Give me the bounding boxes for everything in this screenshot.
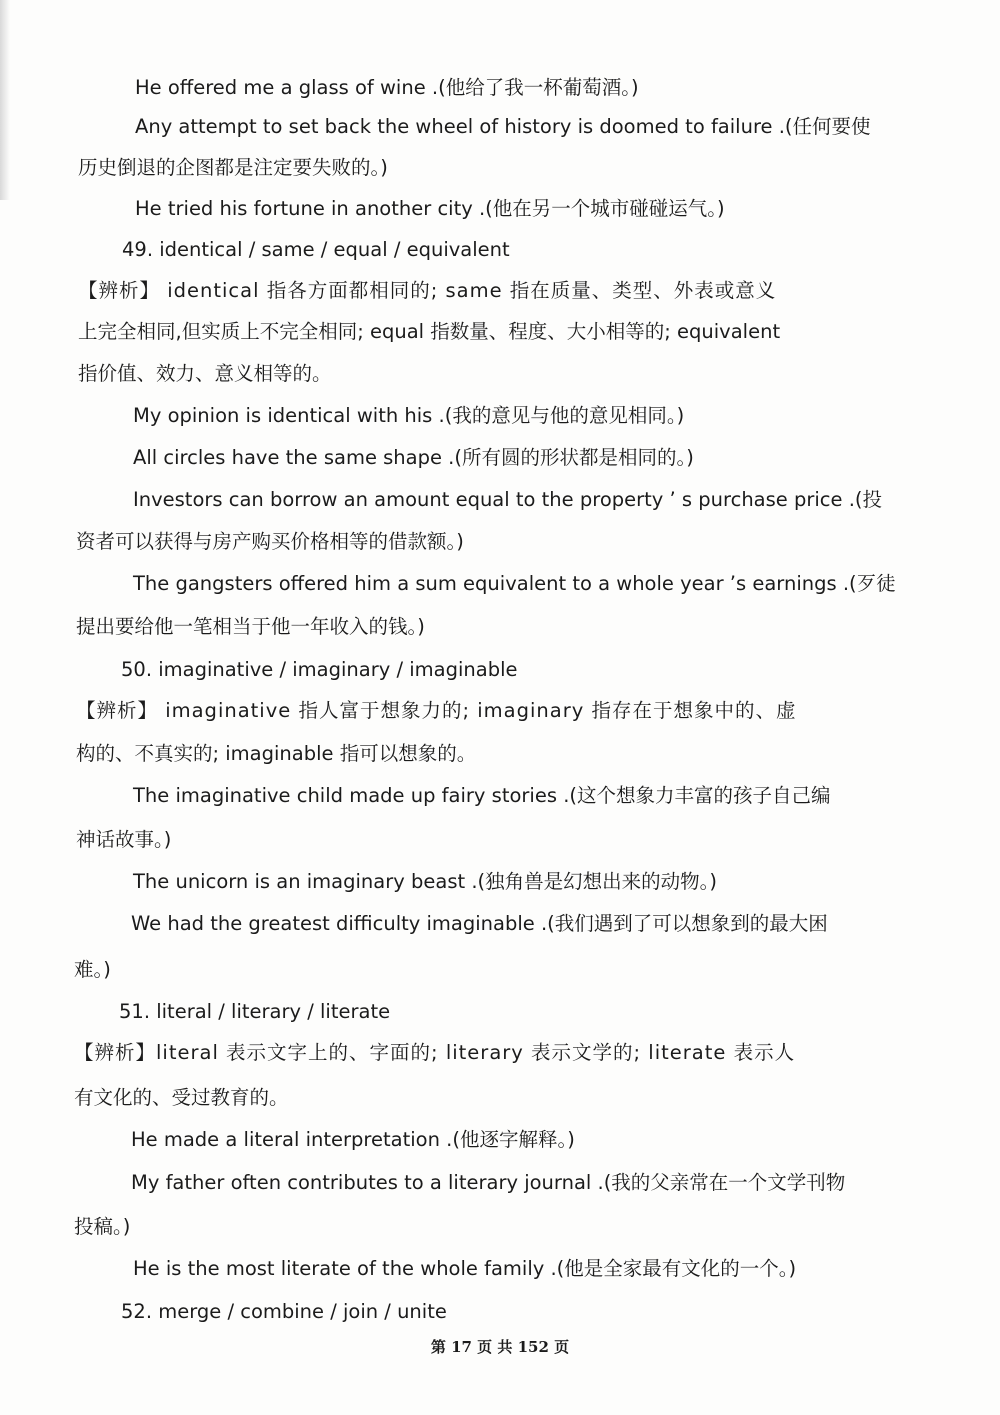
analysis-paragraph: 有文化的、受过教育的。 bbox=[74, 1086, 289, 1109]
example-sentence: My opinion is identical with his .(我的意见与他的意见相同。) bbox=[133, 404, 685, 427]
section-heading-51: 51. literal / literary / literate bbox=[119, 1000, 391, 1023]
example-sentence: He made a literal interpretation .(他逐字解释。) bbox=[131, 1128, 575, 1151]
section-heading-49: 49. identical / same / equal / equivalent bbox=[122, 238, 510, 261]
analysis-paragraph: 【辨析】 identical 指各方面都相同的; same 指在质量、类型、外表或意义 bbox=[78, 279, 777, 302]
example-sentence-continued: 历史倒退的企图都是注定要失败的。) bbox=[78, 156, 388, 179]
example-sentence-continued: 提出要给他一笔相当于他一年收入的钱。) bbox=[76, 615, 425, 638]
example-sentence: The gangsters offered him a sum equivalent to a whole year ’s earnings .(歹徒 bbox=[133, 572, 896, 595]
example-sentence-continued: 难。) bbox=[74, 958, 111, 981]
example-sentence: He is the most literate of the whole family .(他是全家最有文化的一个。) bbox=[133, 1257, 797, 1280]
section-heading-52: 52. merge / combine / join / unite bbox=[121, 1300, 447, 1323]
analysis-paragraph: 上完全相同,但实质上不完全相同; equal 指数量、程度、大小相等的; equivalent bbox=[78, 320, 781, 343]
example-sentence: He tried his fortune in another city .(他在另一个城市碰碰运气。) bbox=[135, 197, 725, 220]
example-sentence: My father often contributes to a literary journal .(我的父亲常在一个文学刊物 bbox=[131, 1171, 846, 1194]
analysis-paragraph: 【辨析】literal 表示文字上的、字面的; literary 表示文学的; literate 表示人 bbox=[74, 1041, 796, 1064]
analysis-paragraph: 构的、不真实的; imaginable 指可以想象的。 bbox=[76, 742, 477, 765]
example-sentence-continued: 资者可以获得与房产购买价格相等的借款额。) bbox=[76, 530, 464, 553]
scan-shadow bbox=[0, 0, 10, 200]
page-number-footer: 第 17 页 共 152 页 bbox=[430, 1338, 570, 1356]
analysis-paragraph: 【辨析】 imaginative 指人富于想象力的; imaginary 指存在于想象中的、虚 bbox=[76, 699, 797, 722]
example-sentence: We had the greatest difficulty imaginable .(我们遇到了可以想象到的最大困 bbox=[131, 912, 828, 935]
example-sentence: Investors can borrow an amount equal to the property ’ s purchase price .(投 bbox=[133, 488, 883, 511]
example-sentence: All circles have the same shape .(所有圆的形状都是相同的。) bbox=[133, 446, 694, 469]
section-heading-50: 50. imaginative / imaginary / imaginable bbox=[121, 658, 518, 681]
example-sentence: Any attempt to set back the wheel of history is doomed to failure .(任何要使 bbox=[135, 115, 871, 138]
analysis-paragraph: 指价值、效力、意义相等的。 bbox=[78, 362, 332, 385]
example-sentence-continued: 投稿。) bbox=[74, 1215, 131, 1238]
example-sentence: The imaginative child made up fairy stories .(这个想象力丰富的孩子自己编 bbox=[133, 784, 831, 807]
example-sentence-continued: 神话故事。) bbox=[76, 828, 172, 851]
example-sentence: He offered me a glass of wine .(他给了我一杯葡萄酒。) bbox=[135, 76, 639, 99]
example-sentence: The unicorn is an imaginary beast .(独角兽是幻想出来的动物。) bbox=[133, 870, 717, 893]
